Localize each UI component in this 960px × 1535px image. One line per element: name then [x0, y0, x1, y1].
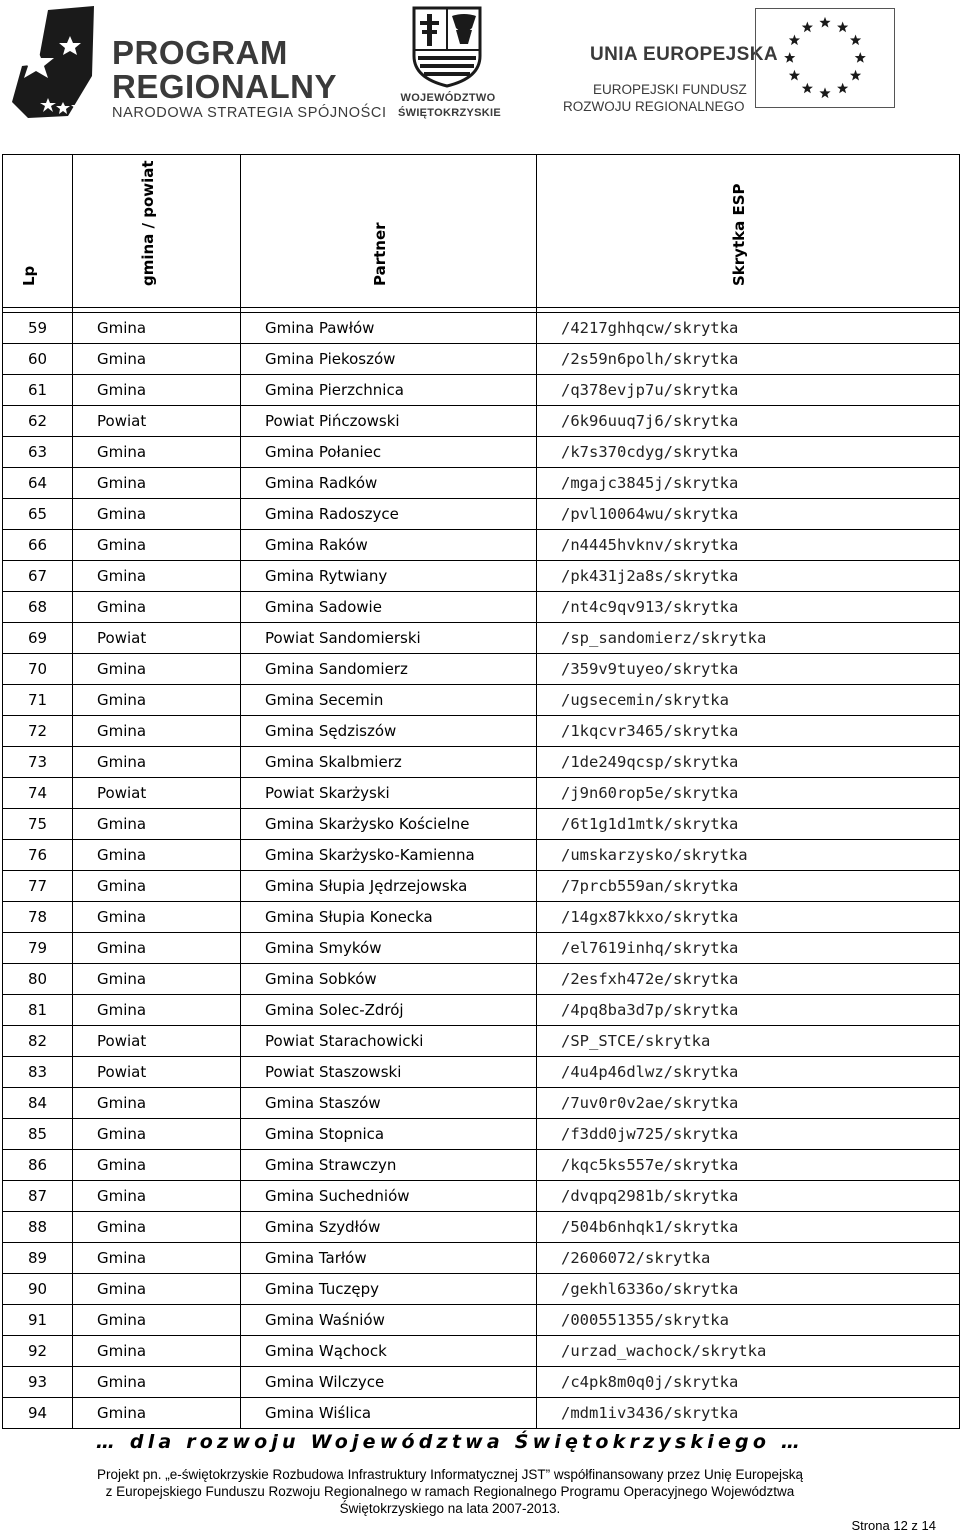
- eu-star-icon: [837, 22, 848, 33]
- row-type: Gmina: [73, 964, 241, 995]
- table-row: [3, 933, 960, 964]
- row-number: 63: [3, 437, 73, 468]
- row-type: Gmina: [73, 468, 241, 499]
- row-number: 81: [3, 995, 73, 1026]
- table-row: [3, 840, 960, 871]
- row-number: 84: [3, 1088, 73, 1119]
- table-row: [3, 623, 960, 654]
- row-partner: Gmina Pierzchnica: [241, 375, 537, 406]
- row-mailbox: /ugsecemin/skrytka: [537, 685, 960, 716]
- row-type: Gmina: [73, 685, 241, 716]
- row-number: 77: [3, 871, 73, 902]
- row-number: 85: [3, 1119, 73, 1150]
- row-mailbox: /4217ghhqcw/skrytka: [537, 313, 960, 344]
- table-row: [3, 778, 960, 809]
- program-subtitle: NARODOWA STRATEGIA SPÓJNOŚCI: [112, 105, 387, 121]
- header-gmina-powiat: gmina / powiat: [73, 155, 241, 308]
- coat-of-arms-icon: [412, 6, 482, 88]
- row-type: Gmina: [73, 1119, 241, 1150]
- page-number: Strona 12 z 14: [851, 1518, 936, 1533]
- row-partner: Powiat Starachowicki: [241, 1026, 537, 1057]
- row-partner: Powiat Staszowski: [241, 1057, 537, 1088]
- eu-star-icon: [850, 34, 861, 45]
- table-row: [3, 313, 960, 344]
- footer-line-1: Projekt pn. „e-świętokrzyskie Rozbudowa Infrastruktury Informatycznej JST” współfinansowany przez Unię Europejską: [96, 1467, 804, 1482]
- table-row: [3, 1026, 960, 1057]
- row-mailbox: /pvl10064wu/skrytka: [537, 499, 960, 530]
- row-mailbox: /SP_STCE/skrytka: [537, 1026, 960, 1057]
- table-row: [3, 1398, 960, 1429]
- row-mailbox: /urzad_wachock/skrytka: [537, 1336, 960, 1367]
- row-number: 90: [3, 1274, 73, 1305]
- eu-fund-line2: ROZWOJU REGIONALNEGO: [563, 99, 745, 114]
- page-header: [0, 0, 960, 130]
- row-partner: Gmina Sędziszów: [241, 716, 537, 747]
- table-row: [3, 747, 960, 778]
- table-row: [3, 1243, 960, 1274]
- row-type: Gmina: [73, 933, 241, 964]
- row-mailbox: /f3dd0jw725/skrytka: [537, 1119, 960, 1150]
- row-number: 80: [3, 964, 73, 995]
- row-type: Gmina: [73, 1305, 241, 1336]
- row-type: Gmina: [73, 561, 241, 592]
- row-partner: Gmina Strawczyn: [241, 1150, 537, 1181]
- table-row: [3, 809, 960, 840]
- row-mailbox: /6t1g1d1mtk/skrytka: [537, 809, 960, 840]
- row-partner: Gmina Suchedniów: [241, 1181, 537, 1212]
- row-type: Gmina: [73, 1212, 241, 1243]
- row-partner: Gmina Rytwiany: [241, 561, 537, 592]
- table-row: [3, 561, 960, 592]
- row-partner: Gmina Słupia Konecka: [241, 902, 537, 933]
- row-mailbox: /mgajc3845j/skrytka: [537, 468, 960, 499]
- row-type: Gmina: [73, 1274, 241, 1305]
- header-skrytka-esp: Skrytka ESP: [537, 155, 960, 308]
- row-mailbox: /2esfxh472e/skrytka: [537, 964, 960, 995]
- footer-line-2: z Europejskiego Funduszu Rozwoju Regionalnego w ramach Regionalnego Programu Operacyjnego Województwa: [105, 1484, 795, 1499]
- row-mailbox: /k7s370cdyg/skrytka: [537, 437, 960, 468]
- row-number: 76: [3, 840, 73, 871]
- program-regionalny-logo: [8, 6, 387, 124]
- row-number: 67: [3, 561, 73, 592]
- table-row: [3, 592, 960, 623]
- swietokrzyskie-label: ŚWIĘTOKRZYSKIE: [398, 107, 502, 119]
- table-row: [3, 1212, 960, 1243]
- eu-star-icon: [819, 87, 830, 98]
- row-number: 92: [3, 1336, 73, 1367]
- table-row: [3, 499, 960, 530]
- row-partner: Gmina Pawłów: [241, 313, 537, 344]
- row-mailbox: /kqc5ks557e/skrytka: [537, 1150, 960, 1181]
- row-mailbox: /000551355/skrytka: [537, 1305, 960, 1336]
- row-mailbox: /4pq8ba3d7p/skrytka: [537, 995, 960, 1026]
- eu-star-icon: [850, 70, 861, 81]
- row-number: 91: [3, 1305, 73, 1336]
- row-number: 69: [3, 623, 73, 654]
- row-type: Gmina: [73, 902, 241, 933]
- row-partner: Gmina Skalbmierz: [241, 747, 537, 778]
- row-type: Gmina: [73, 840, 241, 871]
- program-title-line1: PROGRAM: [112, 34, 288, 71]
- row-type: Gmina: [73, 1150, 241, 1181]
- row-number: 74: [3, 778, 73, 809]
- table-row: [3, 1088, 960, 1119]
- row-type: Gmina: [73, 313, 241, 344]
- row-partner: Gmina Skarżysko-Kamienna: [241, 840, 537, 871]
- row-type: Gmina: [73, 1398, 241, 1429]
- row-mailbox: /gekhl6336o/skrytka: [537, 1274, 960, 1305]
- eu-star-icon: [789, 34, 800, 45]
- row-number: 62: [3, 406, 73, 437]
- row-partner: Gmina Sobków: [241, 964, 537, 995]
- table-row: [3, 375, 960, 406]
- eu-star-icon: [855, 52, 866, 63]
- row-number: 64: [3, 468, 73, 499]
- row-partner: Gmina Połaniec: [241, 437, 537, 468]
- row-number: 93: [3, 1367, 73, 1398]
- row-type: Gmina: [73, 716, 241, 747]
- row-number: 59: [3, 313, 73, 344]
- row-number: 87: [3, 1181, 73, 1212]
- row-number: 94: [3, 1398, 73, 1429]
- table-row: [3, 1119, 960, 1150]
- table-row: [3, 871, 960, 902]
- row-mailbox: /2s59n6polh/skrytka: [537, 344, 960, 375]
- row-number: 89: [3, 1243, 73, 1274]
- row-mailbox: /2606072/skrytka: [537, 1243, 960, 1274]
- wojewodztwo-logo: [398, 6, 502, 124]
- eu-star-icon: [837, 83, 848, 94]
- row-type: Gmina: [73, 530, 241, 561]
- row-partner: Gmina Smyków: [241, 933, 537, 964]
- row-partner: Gmina Sandomierz: [241, 654, 537, 685]
- row-mailbox: /359v9tuyeo/skrytka: [537, 654, 960, 685]
- row-type: Gmina: [73, 375, 241, 406]
- slogan: … dla rozwoju Województwa Świętokrzyskiego …: [95, 1431, 805, 1453]
- header-lp: Lp: [3, 155, 73, 308]
- eu-title: UNIA EUROPEJSKA: [590, 44, 778, 65]
- row-mailbox: /c4pk8m0q0j/skrytka: [537, 1367, 960, 1398]
- row-type: Powiat: [73, 1057, 241, 1088]
- row-type: Gmina: [73, 747, 241, 778]
- table-row: [3, 1336, 960, 1367]
- row-number: 86: [3, 1150, 73, 1181]
- row-type: Powiat: [73, 1026, 241, 1057]
- row-mailbox: /mdm1iv3436/skrytka: [537, 1398, 960, 1429]
- table-row: [3, 344, 960, 375]
- row-number: 79: [3, 933, 73, 964]
- row-mailbox: /n4445hvknv/skrytka: [537, 530, 960, 561]
- row-partner: Gmina Secemin: [241, 685, 537, 716]
- footer-line-3: Świętokrzyskiego na lata 2007-2013.: [339, 1501, 561, 1516]
- esp-mailbox-table: [2, 154, 960, 1429]
- row-partner: Gmina Raków: [241, 530, 537, 561]
- star-figure-icon: [8, 6, 106, 124]
- table-header-row: [3, 155, 960, 308]
- row-number: 83: [3, 1057, 73, 1088]
- row-type: Gmina: [73, 437, 241, 468]
- table-row: [3, 437, 960, 468]
- row-partner: Gmina Waśniów: [241, 1305, 537, 1336]
- row-partner: Gmina Słupia Jędrzejowska: [241, 871, 537, 902]
- eu-fund-line1: EUROPEJSKI FUNDUSZ: [593, 82, 747, 97]
- row-type: Powiat: [73, 623, 241, 654]
- row-type: Powiat: [73, 778, 241, 809]
- wojewodztwo-label: WOJEWÓDZTWO: [400, 92, 496, 104]
- header-partner: Partner: [241, 155, 537, 308]
- row-mailbox: /dvqpq2981b/skrytka: [537, 1181, 960, 1212]
- row-type: Gmina: [73, 499, 241, 530]
- row-mailbox: /umskarzysko/skrytka: [537, 840, 960, 871]
- row-mailbox: /j9n60rop5e/skrytka: [537, 778, 960, 809]
- eu-star-icon: [789, 70, 800, 81]
- eu-star-icon: [802, 83, 813, 94]
- row-number: 78: [3, 902, 73, 933]
- table-row: [3, 964, 960, 995]
- eu-flag-icon: [755, 8, 895, 108]
- row-partner: Gmina Skarżysko Kościelne: [241, 809, 537, 840]
- table-body: [3, 308, 960, 1429]
- table-row: [3, 406, 960, 437]
- table-row: [3, 995, 960, 1026]
- row-number: 73: [3, 747, 73, 778]
- row-number: 82: [3, 1026, 73, 1057]
- row-number: 71: [3, 685, 73, 716]
- row-number: 70: [3, 654, 73, 685]
- table-row: [3, 716, 960, 747]
- row-type: Gmina: [73, 654, 241, 685]
- row-number: 88: [3, 1212, 73, 1243]
- row-partner: Gmina Wąchock: [241, 1336, 537, 1367]
- row-type: Gmina: [73, 1336, 241, 1367]
- row-type: Gmina: [73, 871, 241, 902]
- row-partner: Powiat Sandomierski: [241, 623, 537, 654]
- table-row: [3, 1274, 960, 1305]
- row-mailbox: /nt4c9qv913/skrytka: [537, 592, 960, 623]
- row-mailbox: /7prcb559an/skrytka: [537, 871, 960, 902]
- row-mailbox: /4u4p46dlwz/skrytka: [537, 1057, 960, 1088]
- row-type: Gmina: [73, 344, 241, 375]
- table-row: [3, 685, 960, 716]
- row-type: Powiat: [73, 406, 241, 437]
- eu-star-icon: [819, 17, 830, 28]
- row-type: Gmina: [73, 1367, 241, 1398]
- row-partner: Gmina Tuczępy: [241, 1274, 537, 1305]
- row-partner: Gmina Radoszyce: [241, 499, 537, 530]
- table-row: [3, 1367, 960, 1398]
- table-row: [3, 654, 960, 685]
- eu-star-icon: [802, 22, 813, 33]
- table-row: [3, 530, 960, 561]
- row-partner: Gmina Szydłów: [241, 1212, 537, 1243]
- row-mailbox: /504b6nhqk1/skrytka: [537, 1212, 960, 1243]
- row-partner: Gmina Staszów: [241, 1088, 537, 1119]
- row-mailbox: /6k96uuq7j6/skrytka: [537, 406, 960, 437]
- row-mailbox: /7uv0r0v2ae/skrytka: [537, 1088, 960, 1119]
- eu-star-icon: [784, 52, 795, 63]
- row-mailbox: /q378evjp7u/skrytka: [537, 375, 960, 406]
- row-partner: Gmina Wiślica: [241, 1398, 537, 1429]
- row-number: 72: [3, 716, 73, 747]
- row-number: 65: [3, 499, 73, 530]
- row-partner: Gmina Stopnica: [241, 1119, 537, 1150]
- program-title-line2: REGIONALNY: [112, 68, 338, 105]
- table-row: [3, 1057, 960, 1088]
- row-partner: Gmina Radków: [241, 468, 537, 499]
- row-partner: Gmina Sadowie: [241, 592, 537, 623]
- row-partner: Powiat Pińczowski: [241, 406, 537, 437]
- row-type: Gmina: [73, 809, 241, 840]
- row-mailbox: /14gx87kkxo/skrytka: [537, 902, 960, 933]
- row-type: Gmina: [73, 1181, 241, 1212]
- row-number: 60: [3, 344, 73, 375]
- eu-logo: [560, 8, 895, 123]
- row-type: Gmina: [73, 1088, 241, 1119]
- table-row: [3, 902, 960, 933]
- row-mailbox: /1kqcvr3465/skrytka: [537, 716, 960, 747]
- row-partner: Gmina Tarłów: [241, 1243, 537, 1274]
- row-partner: Gmina Wilczyce: [241, 1367, 537, 1398]
- table-row: [3, 468, 960, 499]
- row-type: Gmina: [73, 1243, 241, 1274]
- row-partner: Gmina Piekoszów: [241, 344, 537, 375]
- row-mailbox: /pk431j2a8s/skrytka: [537, 561, 960, 592]
- row-number: 68: [3, 592, 73, 623]
- row-type: Gmina: [73, 592, 241, 623]
- row-number: 66: [3, 530, 73, 561]
- row-number: 75: [3, 809, 73, 840]
- row-mailbox: /1de249qcsp/skrytka: [537, 747, 960, 778]
- table-row: [3, 1181, 960, 1212]
- row-number: 61: [3, 375, 73, 406]
- row-type: Gmina: [73, 995, 241, 1026]
- row-partner: Gmina Solec-Zdrój: [241, 995, 537, 1026]
- row-mailbox: /el7619inhq/skrytka: [537, 933, 960, 964]
- row-mailbox: /sp_sandomierz/skrytka: [537, 623, 960, 654]
- table-row: [3, 1150, 960, 1181]
- table-row: [3, 1305, 960, 1336]
- row-partner: Powiat Skarżyski: [241, 778, 537, 809]
